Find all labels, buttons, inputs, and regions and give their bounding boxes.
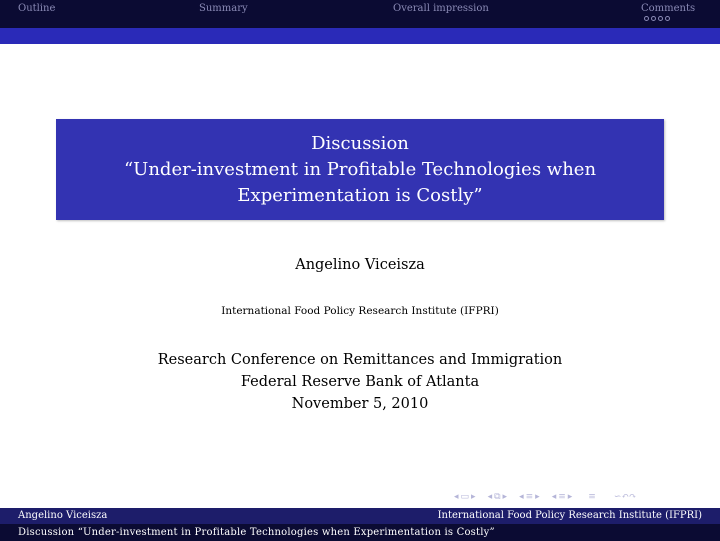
frame-icon[interactable]: ⧉ xyxy=(494,492,501,502)
next-slide-icon[interactable]: ▸ xyxy=(471,492,476,502)
section-navigation-bar xyxy=(0,0,720,28)
author-name: Angelino Viceisza xyxy=(295,257,425,273)
event-venue: Federal Reserve Bank of Atlanta xyxy=(240,374,480,390)
next-section-icon[interactable]: ▸ xyxy=(567,492,573,502)
nav-summary-link[interactable]: Summary xyxy=(199,3,248,14)
title-line-1: Discussion xyxy=(311,132,409,154)
search-back-forward-icon[interactable]: ∽↶↷ xyxy=(613,492,637,502)
prev-frame-icon[interactable]: ◂ xyxy=(487,492,493,502)
footer-institute: International Food Policy Research Institute (IFPRI) xyxy=(437,510,702,521)
footer-author-bar xyxy=(0,508,720,524)
document-icon[interactable]: ≡ xyxy=(588,492,596,502)
event-info xyxy=(0,349,720,415)
title-block xyxy=(56,119,664,220)
title-line-2: “Under-investment in Profitable Technologies when xyxy=(123,158,597,180)
event-date: November 5, 2010 xyxy=(291,396,429,412)
frame-dot[interactable] xyxy=(644,16,649,21)
header-band xyxy=(0,28,720,44)
comments-frame-dots xyxy=(644,16,670,21)
title-line-3: Experimentation is Costly” xyxy=(237,184,483,206)
section-icon[interactable]: ≡ xyxy=(558,492,566,502)
nav-overall-impression-link[interactable]: Overall impression xyxy=(393,3,489,14)
next-frame-icon[interactable]: ▸ xyxy=(502,492,508,502)
beamer-navigation-symbols xyxy=(454,491,714,503)
nav-comments-link[interactable]: Comments xyxy=(641,3,696,14)
author-institute: International Food Policy Research Institute (IFPRI) xyxy=(221,305,499,317)
subsection-icon[interactable]: ≡ xyxy=(525,492,534,502)
nav-outline-link[interactable]: Outline xyxy=(18,3,56,14)
next-subsection-icon[interactable]: ▸ xyxy=(535,492,540,502)
frame-dot[interactable] xyxy=(651,16,656,21)
slide-icon[interactable]: ▭ xyxy=(460,492,470,502)
event-name: Research Conference on Remittances and Immigration xyxy=(157,352,563,368)
prev-slide-icon[interactable]: ◂ xyxy=(454,492,459,502)
frame-dot[interactable] xyxy=(658,16,663,21)
footer-title-bar xyxy=(0,524,720,541)
prev-section-icon[interactable]: ◂ xyxy=(551,492,557,502)
prev-subsection-icon[interactable]: ◂ xyxy=(519,492,524,502)
footer-author: Angelino Viceisza xyxy=(18,510,108,521)
footer-title: Discussion “Under-investment in Profitable Technologies when Experimentation is Costly” xyxy=(18,527,495,538)
frame-dot[interactable] xyxy=(665,16,670,21)
